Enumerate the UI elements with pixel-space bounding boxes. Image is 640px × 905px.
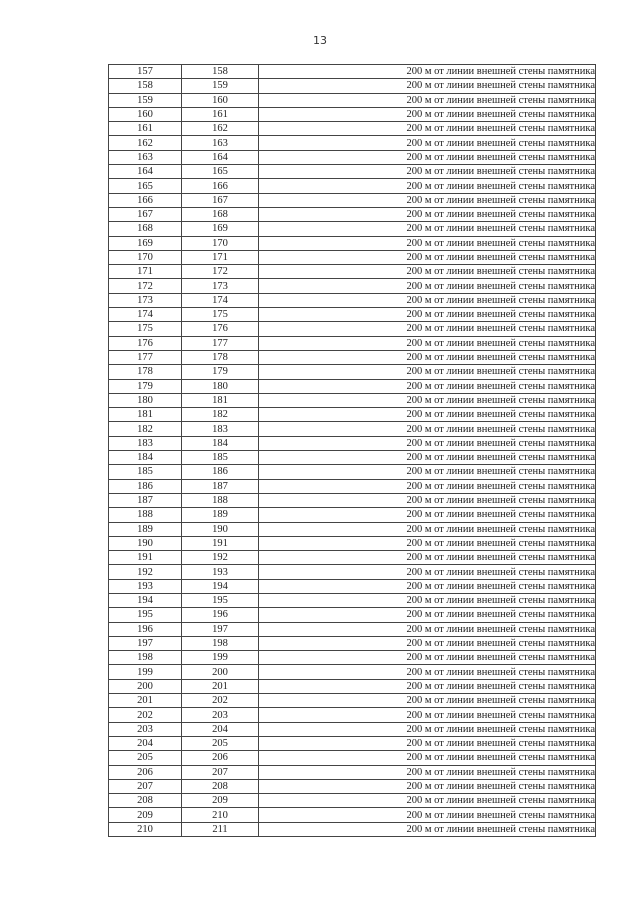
point-from-cell: 201 xyxy=(109,694,182,708)
table-row xyxy=(109,107,596,121)
distance-description-cell: 200 м от линии внешней стены памятника xyxy=(259,422,596,436)
table-body xyxy=(109,65,596,837)
table-row xyxy=(109,536,596,550)
distance-description-cell: 200 м от линии внешней стены памятника xyxy=(259,236,596,250)
table-row xyxy=(109,694,596,708)
table-row xyxy=(109,93,596,107)
table-row xyxy=(109,765,596,779)
distance-description-cell: 200 м от линии внешней стены памятника xyxy=(259,636,596,650)
table-row xyxy=(109,207,596,221)
point-to-cell: 187 xyxy=(182,479,259,493)
distance-description-cell: 200 м от линии внешней стены памятника xyxy=(259,222,596,236)
table-row xyxy=(109,565,596,579)
distance-description-cell: 200 м от линии внешней стены памятника xyxy=(259,465,596,479)
distance-description-cell: 200 м от линии внешней стены памятника xyxy=(259,651,596,665)
distance-description-cell: 200 м от линии внешней стены памятника xyxy=(259,536,596,550)
table-row xyxy=(109,479,596,493)
point-to-cell: 195 xyxy=(182,593,259,607)
point-from-cell: 190 xyxy=(109,536,182,550)
point-to-cell: 185 xyxy=(182,451,259,465)
point-to-cell: 205 xyxy=(182,736,259,750)
point-from-cell: 158 xyxy=(109,79,182,93)
table-row xyxy=(109,350,596,364)
distance-description-cell: 200 м от линии внешней стены памятника xyxy=(259,794,596,808)
distance-description-cell: 200 м от линии внешней стены памятника xyxy=(259,150,596,164)
point-from-cell: 210 xyxy=(109,822,182,836)
point-to-cell: 171 xyxy=(182,250,259,264)
table-row xyxy=(109,665,596,679)
point-from-cell: 169 xyxy=(109,236,182,250)
point-to-cell: 186 xyxy=(182,465,259,479)
point-from-cell: 168 xyxy=(109,222,182,236)
point-to-cell: 178 xyxy=(182,350,259,364)
table-row xyxy=(109,522,596,536)
distance-description-cell: 200 м от линии внешней стены памятника xyxy=(259,279,596,293)
point-from-cell: 206 xyxy=(109,765,182,779)
point-from-cell: 171 xyxy=(109,265,182,279)
distance-description-cell: 200 м от линии внешней стены памятника xyxy=(259,308,596,322)
table-row xyxy=(109,150,596,164)
point-from-cell: 204 xyxy=(109,736,182,750)
point-to-cell: 181 xyxy=(182,393,259,407)
point-to-cell: 180 xyxy=(182,379,259,393)
point-to-cell: 174 xyxy=(182,293,259,307)
point-from-cell: 202 xyxy=(109,708,182,722)
distance-description-cell: 200 м от линии внешней стены памятника xyxy=(259,165,596,179)
point-from-cell: 191 xyxy=(109,551,182,565)
point-to-cell: 189 xyxy=(182,508,259,522)
table-row xyxy=(109,779,596,793)
table-row xyxy=(109,65,596,79)
table-row xyxy=(109,822,596,836)
distance-description-cell: 200 м от линии внешней стены памятника xyxy=(259,779,596,793)
point-to-cell: 170 xyxy=(182,236,259,250)
distance-description-cell: 200 м от линии внешней стены памятника xyxy=(259,822,596,836)
point-from-cell: 193 xyxy=(109,579,182,593)
point-from-cell: 164 xyxy=(109,165,182,179)
point-from-cell: 185 xyxy=(109,465,182,479)
distance-description-cell: 200 м от линии внешней стены памятника xyxy=(259,493,596,507)
table-row xyxy=(109,265,596,279)
point-from-cell: 181 xyxy=(109,408,182,422)
table-row xyxy=(109,422,596,436)
point-to-cell: 183 xyxy=(182,422,259,436)
point-from-cell: 175 xyxy=(109,322,182,336)
point-to-cell: 179 xyxy=(182,365,259,379)
point-from-cell: 179 xyxy=(109,379,182,393)
point-from-cell: 165 xyxy=(109,179,182,193)
distance-description-cell: 200 м от линии внешней стены памятника xyxy=(259,622,596,636)
point-to-cell: 191 xyxy=(182,536,259,550)
distance-description-cell: 200 м от линии внешней стены памятника xyxy=(259,293,596,307)
table-row xyxy=(109,679,596,693)
table-row xyxy=(109,322,596,336)
point-from-cell: 184 xyxy=(109,451,182,465)
table-row xyxy=(109,193,596,207)
point-from-cell: 195 xyxy=(109,608,182,622)
point-to-cell: 192 xyxy=(182,551,259,565)
table-row xyxy=(109,608,596,622)
point-from-cell: 178 xyxy=(109,365,182,379)
table-row xyxy=(109,122,596,136)
distance-description-cell: 200 м от линии внешней стены памятника xyxy=(259,522,596,536)
point-to-cell: 163 xyxy=(182,136,259,150)
point-from-cell: 160 xyxy=(109,107,182,121)
distance-description-cell: 200 м от линии внешней стены памятника xyxy=(259,722,596,736)
point-from-cell: 176 xyxy=(109,336,182,350)
distance-description-cell: 200 м от линии внешней стены памятника xyxy=(259,193,596,207)
table-row xyxy=(109,165,596,179)
point-from-cell: 199 xyxy=(109,665,182,679)
point-from-cell: 189 xyxy=(109,522,182,536)
point-to-cell: 198 xyxy=(182,636,259,650)
distance-description-cell: 200 м от линии внешней стены памятника xyxy=(259,65,596,79)
distance-description-cell: 200 м от линии внешней стены памятника xyxy=(259,122,596,136)
table-row xyxy=(109,722,596,736)
distance-description-cell: 200 м от линии внешней стены памятника xyxy=(259,665,596,679)
table-row xyxy=(109,365,596,379)
point-to-cell: 164 xyxy=(182,150,259,164)
point-to-cell: 208 xyxy=(182,779,259,793)
distance-description-cell: 200 м от линии внешней стены памятника xyxy=(259,451,596,465)
distance-description-cell: 200 м от линии внешней стены памятника xyxy=(259,551,596,565)
table-row xyxy=(109,493,596,507)
point-to-cell: 193 xyxy=(182,565,259,579)
point-from-cell: 197 xyxy=(109,636,182,650)
point-from-cell: 166 xyxy=(109,193,182,207)
distance-description-cell: 200 м от линии внешней стены памятника xyxy=(259,694,596,708)
point-from-cell: 163 xyxy=(109,150,182,164)
table-row xyxy=(109,79,596,93)
point-from-cell: 159 xyxy=(109,93,182,107)
table-row xyxy=(109,465,596,479)
point-from-cell: 174 xyxy=(109,308,182,322)
point-to-cell: 177 xyxy=(182,336,259,350)
distance-description-cell: 200 м от линии внешней стены памятника xyxy=(259,579,596,593)
distance-description-cell: 200 м от линии внешней стены памятника xyxy=(259,708,596,722)
point-from-cell: 194 xyxy=(109,593,182,607)
distance-description-cell: 200 м от линии внешней стены памятника xyxy=(259,608,596,622)
point-to-cell: 199 xyxy=(182,651,259,665)
table-row xyxy=(109,751,596,765)
point-from-cell: 192 xyxy=(109,565,182,579)
distance-description-cell: 200 м от линии внешней стены памятника xyxy=(259,250,596,264)
distance-description-cell: 200 м от линии внешней стены памятника xyxy=(259,393,596,407)
table-row xyxy=(109,250,596,264)
point-to-cell: 182 xyxy=(182,408,259,422)
point-from-cell: 183 xyxy=(109,436,182,450)
table-row xyxy=(109,794,596,808)
point-from-cell: 182 xyxy=(109,422,182,436)
point-from-cell: 207 xyxy=(109,779,182,793)
table-row xyxy=(109,593,596,607)
boundary-table xyxy=(108,64,596,837)
table-row xyxy=(109,393,596,407)
point-to-cell: 169 xyxy=(182,222,259,236)
table-row xyxy=(109,379,596,393)
point-from-cell: 186 xyxy=(109,479,182,493)
point-from-cell: 188 xyxy=(109,508,182,522)
table-row xyxy=(109,293,596,307)
point-to-cell: 201 xyxy=(182,679,259,693)
distance-description-cell: 200 м от линии внешней стены памятника xyxy=(259,379,596,393)
point-to-cell: 202 xyxy=(182,694,259,708)
distance-description-cell: 200 м от линии внешней стены памятника xyxy=(259,265,596,279)
point-from-cell: 198 xyxy=(109,651,182,665)
point-to-cell: 190 xyxy=(182,522,259,536)
distance-description-cell: 200 м от линии внешней стены памятника xyxy=(259,508,596,522)
point-to-cell: 207 xyxy=(182,765,259,779)
point-to-cell: 196 xyxy=(182,608,259,622)
table-row xyxy=(109,622,596,636)
distance-description-cell: 200 м от линии внешней стены памятника xyxy=(259,322,596,336)
point-to-cell: 203 xyxy=(182,708,259,722)
table-row xyxy=(109,708,596,722)
distance-description-cell: 200 м от линии внешней стены памятника xyxy=(259,679,596,693)
table-row xyxy=(109,136,596,150)
point-to-cell: 197 xyxy=(182,622,259,636)
distance-description-cell: 200 м от линии внешней стены памятника xyxy=(259,207,596,221)
distance-description-cell: 200 м от линии внешней стены памятника xyxy=(259,765,596,779)
distance-description-cell: 200 м от линии внешней стены памятника xyxy=(259,93,596,107)
table-row xyxy=(109,336,596,350)
distance-description-cell: 200 м от линии внешней стены памятника xyxy=(259,179,596,193)
point-from-cell: 177 xyxy=(109,350,182,364)
distance-description-cell: 200 м от линии внешней стены памятника xyxy=(259,593,596,607)
table-row xyxy=(109,308,596,322)
point-to-cell: 161 xyxy=(182,107,259,121)
table-row xyxy=(109,508,596,522)
point-to-cell: 167 xyxy=(182,193,259,207)
point-from-cell: 209 xyxy=(109,808,182,822)
point-to-cell: 160 xyxy=(182,93,259,107)
point-to-cell: 204 xyxy=(182,722,259,736)
page-number: 13 xyxy=(313,34,327,47)
point-from-cell: 172 xyxy=(109,279,182,293)
distance-description-cell: 200 м от линии внешней стены памятника xyxy=(259,736,596,750)
point-from-cell: 203 xyxy=(109,722,182,736)
point-to-cell: 165 xyxy=(182,165,259,179)
point-from-cell: 162 xyxy=(109,136,182,150)
point-to-cell: 184 xyxy=(182,436,259,450)
table-row xyxy=(109,808,596,822)
table-row xyxy=(109,436,596,450)
point-to-cell: 159 xyxy=(182,79,259,93)
point-to-cell: 158 xyxy=(182,65,259,79)
point-to-cell: 175 xyxy=(182,308,259,322)
point-to-cell: 176 xyxy=(182,322,259,336)
table-row xyxy=(109,551,596,565)
table-row xyxy=(109,636,596,650)
point-from-cell: 208 xyxy=(109,794,182,808)
point-from-cell: 205 xyxy=(109,751,182,765)
distance-description-cell: 200 м от линии внешней стены памятника xyxy=(259,136,596,150)
distance-description-cell: 200 м от линии внешней стены памятника xyxy=(259,336,596,350)
table-row xyxy=(109,579,596,593)
distance-description-cell: 200 м от линии внешней стены памятника xyxy=(259,751,596,765)
distance-description-cell: 200 м от линии внешней стены памятника xyxy=(259,479,596,493)
point-from-cell: 157 xyxy=(109,65,182,79)
table-row xyxy=(109,279,596,293)
point-from-cell: 187 xyxy=(109,493,182,507)
point-from-cell: 161 xyxy=(109,122,182,136)
distance-description-cell: 200 м от линии внешней стены памятника xyxy=(259,436,596,450)
point-from-cell: 196 xyxy=(109,622,182,636)
distance-description-cell: 200 м от линии внешней стены памятника xyxy=(259,565,596,579)
point-to-cell: 172 xyxy=(182,265,259,279)
distance-description-cell: 200 м от линии внешней стены памятника xyxy=(259,350,596,364)
point-to-cell: 168 xyxy=(182,207,259,221)
table-row xyxy=(109,408,596,422)
table-row xyxy=(109,736,596,750)
point-to-cell: 188 xyxy=(182,493,259,507)
distance-description-cell: 200 м от линии внешней стены памятника xyxy=(259,808,596,822)
point-to-cell: 173 xyxy=(182,279,259,293)
point-to-cell: 162 xyxy=(182,122,259,136)
table-row xyxy=(109,451,596,465)
distance-description-cell: 200 м от линии внешней стены памятника xyxy=(259,365,596,379)
point-to-cell: 206 xyxy=(182,751,259,765)
distance-description-cell: 200 м от линии внешней стены памятника xyxy=(259,79,596,93)
point-from-cell: 173 xyxy=(109,293,182,307)
table-row xyxy=(109,179,596,193)
table-row xyxy=(109,651,596,665)
point-to-cell: 200 xyxy=(182,665,259,679)
point-from-cell: 170 xyxy=(109,250,182,264)
point-to-cell: 209 xyxy=(182,794,259,808)
point-to-cell: 166 xyxy=(182,179,259,193)
point-to-cell: 194 xyxy=(182,579,259,593)
point-from-cell: 180 xyxy=(109,393,182,407)
table-row xyxy=(109,236,596,250)
point-from-cell: 167 xyxy=(109,207,182,221)
point-to-cell: 210 xyxy=(182,808,259,822)
distance-description-cell: 200 м от линии внешней стены памятника xyxy=(259,408,596,422)
table-row xyxy=(109,222,596,236)
point-to-cell: 211 xyxy=(182,822,259,836)
point-from-cell: 200 xyxy=(109,679,182,693)
distance-description-cell: 200 м от линии внешней стены памятника xyxy=(259,107,596,121)
